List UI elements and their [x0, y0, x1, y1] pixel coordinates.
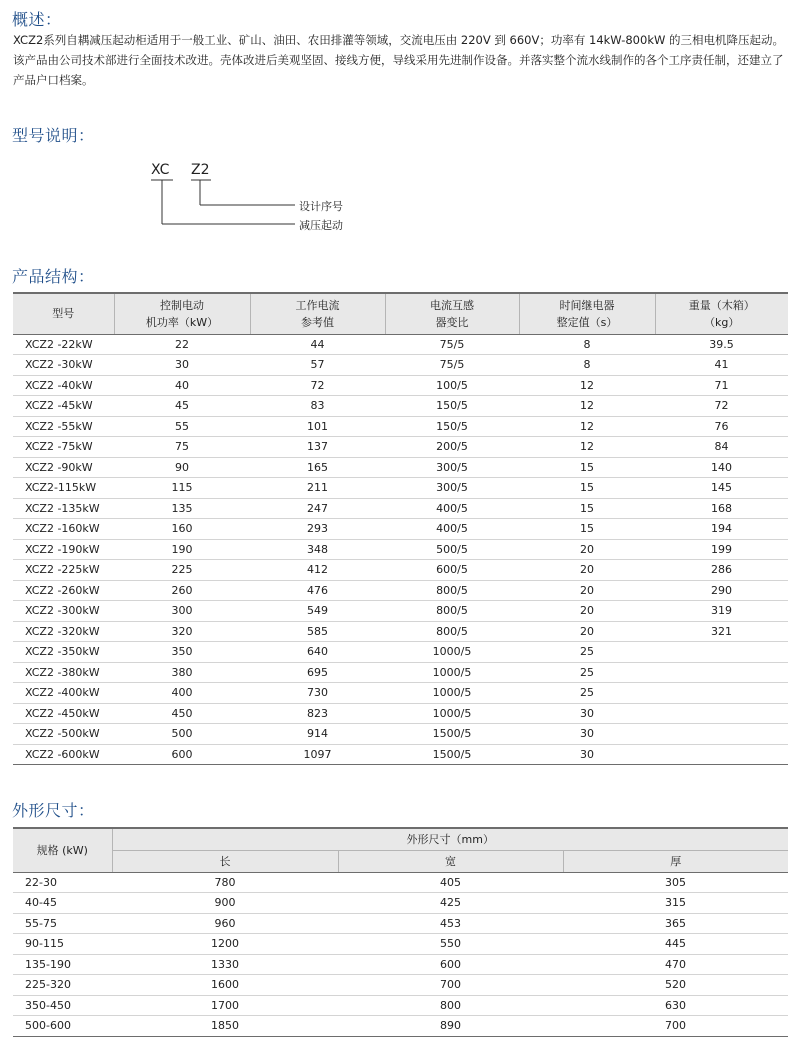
table-cell: 135: [114, 498, 250, 519]
table-cell: 20: [519, 601, 655, 622]
table-row: [13, 724, 788, 745]
table-cell: 168: [655, 498, 788, 519]
table-cell: 450: [114, 703, 250, 724]
table-cell: 260: [114, 580, 250, 601]
dim-header-group: 外形尺寸（mm）: [112, 828, 788, 850]
table-cell: 600: [171, 747, 193, 761]
table-cell: 84: [655, 437, 788, 458]
table-cell: 15: [519, 519, 655, 540]
structure-header-line: 时间继电器: [559, 298, 615, 312]
table-cell: 45: [114, 396, 250, 417]
structure-header-cell: [250, 293, 385, 334]
table-cell: 700: [338, 975, 563, 996]
table-cell: XCZ2 -55kW: [13, 416, 114, 437]
table-row: [13, 621, 788, 642]
table-cell: 41: [655, 355, 788, 376]
table-cell: [655, 724, 788, 745]
table-cell: 25: [519, 683, 655, 704]
table-cell: 145: [655, 478, 788, 499]
table-cell: 20: [519, 621, 655, 642]
table-cell: 1000/5: [385, 683, 519, 704]
table-cell: 365: [563, 913, 788, 934]
dimensions-table: [13, 827, 788, 1037]
table-cell: 348: [250, 539, 385, 560]
table-cell: 286: [655, 560, 788, 581]
table-cell: XCZ2 -22kW: [13, 334, 114, 355]
table-row: [13, 913, 788, 934]
table-cell: 320: [114, 621, 250, 642]
dim-header-width: 宽: [338, 850, 563, 872]
dim-header-length: 长: [112, 850, 338, 872]
table-cell: 30: [519, 724, 655, 745]
table-cell: 695: [250, 662, 385, 683]
structure-header-line: （kg）: [704, 315, 740, 329]
table-cell: 800/5: [385, 621, 519, 642]
table-cell: 135-190: [13, 954, 112, 975]
table-cell: 225: [114, 560, 250, 581]
table-cell: 400: [114, 683, 250, 704]
structure-header-line: 器变比: [435, 315, 469, 329]
table-cell: 500: [114, 724, 250, 745]
table-row: [13, 437, 788, 458]
table-cell: 75/5: [385, 334, 519, 355]
table-cell: 300/5: [385, 478, 519, 499]
table-cell: 1850: [211, 1019, 239, 1033]
table-cell: 140: [655, 457, 788, 478]
table-row: [13, 934, 788, 955]
structure-header-cell: [13, 293, 114, 334]
model-label-serial: 设计序号: [299, 200, 343, 213]
table-cell: 1700: [112, 995, 338, 1016]
table-row: [13, 478, 788, 499]
table-cell: 1200: [112, 934, 338, 955]
table-cell: 800/5: [385, 601, 519, 622]
model-code-z2: Z2: [191, 162, 210, 178]
table-cell: 247: [250, 498, 385, 519]
table-cell: 350: [114, 642, 250, 663]
table-cell: 400/5: [385, 498, 519, 519]
table-row: [13, 457, 788, 478]
table-cell: 199: [655, 539, 788, 560]
table-cell: 90-115: [13, 934, 112, 955]
table-cell: 225-320: [13, 975, 112, 996]
table-cell: 211: [250, 478, 385, 499]
table-cell: XCZ2 -135kW: [13, 498, 114, 519]
table-cell: 476: [250, 580, 385, 601]
table-cell: 900: [112, 893, 338, 914]
table-cell: XCZ2 -260kW: [13, 580, 114, 601]
table-cell: 12: [519, 437, 655, 458]
table-cell: 15: [519, 457, 655, 478]
table-cell: 1097: [303, 747, 332, 761]
dim-header-thickness: 厚: [563, 850, 788, 872]
structure-table: [13, 292, 788, 765]
table-cell: 12: [519, 375, 655, 396]
structure-header-line: 整定值（s）: [556, 315, 618, 329]
table-cell: XCZ2 -380kW: [13, 662, 114, 683]
table-cell: 640: [250, 642, 385, 663]
table-cell: 412: [250, 560, 385, 581]
table-cell: 83: [250, 396, 385, 417]
table-cell: 890: [440, 1019, 461, 1033]
table-row: [13, 498, 788, 519]
table-row: [13, 954, 788, 975]
table-cell: 405: [338, 872, 563, 893]
structure-header-cell: [114, 293, 250, 334]
table-cell: 730: [250, 683, 385, 704]
table-cell: 100/5: [385, 375, 519, 396]
table-row: [13, 975, 788, 996]
table-cell: XCZ2 -350kW: [13, 642, 114, 663]
table-cell: XCZ2 -40kW: [13, 375, 114, 396]
table-cell: 8: [519, 355, 655, 376]
table-cell: 22-30: [13, 872, 112, 893]
structure-header-line: 型号: [52, 307, 75, 321]
table-cell: XCZ2 -500kW: [13, 724, 114, 745]
table-cell: 800: [338, 995, 563, 1016]
table-row: [13, 872, 788, 893]
table-cell: 20: [519, 560, 655, 581]
table-cell: 44: [250, 334, 385, 355]
table-cell: 25: [519, 662, 655, 683]
table-cell: 780: [112, 872, 338, 893]
table-row: [13, 642, 788, 663]
table-cell: 585: [250, 621, 385, 642]
table-cell: XCZ2 -160kW: [13, 519, 114, 540]
table-cell: 500-600: [25, 1019, 71, 1033]
table-cell: XCZ2 -45kW: [13, 396, 114, 417]
model-diagram: [0, 150, 400, 240]
structure-header-cell: [655, 293, 788, 334]
table-cell: 75: [114, 437, 250, 458]
table-cell: [655, 703, 788, 724]
table-cell: 1000/5: [385, 703, 519, 724]
table-cell: 12: [519, 396, 655, 417]
table-cell: 55-75: [13, 913, 112, 934]
table-cell: 600/5: [385, 560, 519, 581]
structure-heading: 产品结构：: [12, 267, 95, 286]
table-row: [13, 995, 788, 1016]
table-cell: XCZ2 -30kW: [13, 355, 114, 376]
table-row: [13, 396, 788, 417]
table-cell: 150/5: [385, 416, 519, 437]
table-cell: 350-450: [13, 995, 112, 1016]
table-cell: 500/5: [385, 539, 519, 560]
table-cell: 55: [114, 416, 250, 437]
table-cell: XCZ2 -600kW: [25, 747, 100, 761]
table-row: [13, 519, 788, 540]
table-cell: 293: [250, 519, 385, 540]
table-cell: 445: [563, 934, 788, 955]
structure-header-line: 参考值: [301, 315, 334, 329]
overview-text: XCZ2系列自耦减压起动柜适用于一般工业、矿山、油田、农田排灌等领域，交流电压由 220V 到 660V；功率有 14kW-800kW 的三相电机降压起动。该产品由公司技术部进行全面技术改进。壳体改进后美观坚固、接线方便，导线采用先进制作设备。并落实整个流水线制作的各个工序责任制，还建立了产品户口档案。: [13, 33, 784, 87]
table-row: [13, 703, 788, 724]
table-cell: 12: [519, 416, 655, 437]
structure-header-line: 控制电动: [160, 298, 204, 312]
table-cell: 305: [563, 872, 788, 893]
table-cell: 165: [250, 457, 385, 478]
table-cell: XCZ2 -190kW: [13, 539, 114, 560]
table-cell: 20: [519, 580, 655, 601]
table-cell: 960: [112, 913, 338, 934]
table-cell: 300/5: [385, 457, 519, 478]
table-cell: 400/5: [385, 519, 519, 540]
table-cell: 300: [114, 601, 250, 622]
table-cell: 425: [338, 893, 563, 914]
table-cell: 520: [563, 975, 788, 996]
table-cell: [655, 642, 788, 663]
table-cell: 1000/5: [385, 642, 519, 663]
table-cell: 1000/5: [385, 662, 519, 683]
table-row: [13, 416, 788, 437]
table-cell: XCZ2 -320kW: [13, 621, 114, 642]
table-row: [13, 662, 788, 683]
dim-header-spec: 规格 (kW): [13, 828, 112, 872]
table-cell: XCZ2 -75kW: [13, 437, 114, 458]
overview-heading: 概述：: [12, 10, 62, 29]
table-cell: 22: [114, 334, 250, 355]
table-cell: 115: [114, 478, 250, 499]
table-cell: XCZ2-115kW: [13, 478, 114, 499]
table-cell: 15: [519, 478, 655, 499]
table-cell: 630: [563, 995, 788, 1016]
table-cell: XCZ2 -400kW: [13, 683, 114, 704]
table-cell: 550: [338, 934, 563, 955]
table-cell: 39.5: [655, 334, 788, 355]
structure-header-line: 电流互感: [430, 298, 474, 312]
table-cell: [655, 744, 788, 765]
table-cell: 71: [655, 375, 788, 396]
table-cell: 72: [655, 396, 788, 417]
table-row: [13, 334, 788, 355]
structure-header-cell: [385, 293, 519, 334]
table-cell: 57: [250, 355, 385, 376]
table-cell: 30: [580, 747, 594, 761]
model-code-xc: XC: [151, 162, 170, 178]
table-cell: 319: [655, 601, 788, 622]
model-heading: 型号说明：: [12, 126, 95, 145]
table-cell: 1600: [112, 975, 338, 996]
table-cell: 600: [338, 954, 563, 975]
table-cell: 200/5: [385, 437, 519, 458]
table-cell: XCZ2 -450kW: [13, 703, 114, 724]
table-cell: 1500/5: [432, 747, 472, 761]
dimensions-heading: 外形尺寸：: [12, 801, 95, 820]
structure-header-line: 机功率（kW）: [145, 315, 219, 329]
table-cell: 1330: [112, 954, 338, 975]
table-row: [13, 893, 788, 914]
table-row: [13, 355, 788, 376]
table-cell: 20: [519, 539, 655, 560]
table-cell: 150/5: [385, 396, 519, 417]
structure-header-line: 工作电流: [295, 298, 340, 312]
table-cell: 72: [250, 375, 385, 396]
table-row: [13, 560, 788, 581]
table-cell: 800/5: [385, 580, 519, 601]
table-cell: 90: [114, 457, 250, 478]
table-cell: 194: [655, 519, 788, 540]
table-cell: 470: [563, 954, 788, 975]
table-row: [13, 375, 788, 396]
table-cell: [655, 683, 788, 704]
structure-header-cell: [519, 293, 655, 334]
table-cell: 40: [114, 375, 250, 396]
table-cell: XCZ2 -225kW: [13, 560, 114, 581]
table-cell: 190: [114, 539, 250, 560]
table-cell: 549: [250, 601, 385, 622]
model-label-reduced: 减压起动: [299, 219, 343, 232]
table-cell: 76: [655, 416, 788, 437]
table-cell: 290: [655, 580, 788, 601]
table-row: [13, 539, 788, 560]
table-cell: 40-45: [13, 893, 112, 914]
table-cell: 30: [519, 703, 655, 724]
table-cell: [655, 662, 788, 683]
table-cell: 315: [563, 893, 788, 914]
table-cell: 8: [519, 334, 655, 355]
table-cell: XCZ2 -90kW: [13, 457, 114, 478]
table-cell: XCZ2 -300kW: [13, 601, 114, 622]
table-cell: 101: [250, 416, 385, 437]
table-cell: 380: [114, 662, 250, 683]
table-cell: 321: [655, 621, 788, 642]
table-cell: 823: [250, 703, 385, 724]
table-cell: 700: [665, 1019, 686, 1033]
table-cell: 453: [338, 913, 563, 934]
table-cell: 75/5: [385, 355, 519, 376]
table-cell: 1500/5: [385, 724, 519, 745]
table-row: [13, 601, 788, 622]
table-row: [13, 683, 788, 704]
structure-header-row: [13, 293, 788, 334]
table-row: [13, 1016, 788, 1037]
table-cell: 15: [519, 498, 655, 519]
table-cell: 160: [114, 519, 250, 540]
table-row: [13, 580, 788, 601]
table-cell: 914: [250, 724, 385, 745]
table-row: [13, 744, 788, 765]
table-cell: 137: [250, 437, 385, 458]
structure-header-line: 重量（木箱）: [688, 298, 755, 312]
table-cell: 30: [114, 355, 250, 376]
table-cell: 25: [519, 642, 655, 663]
